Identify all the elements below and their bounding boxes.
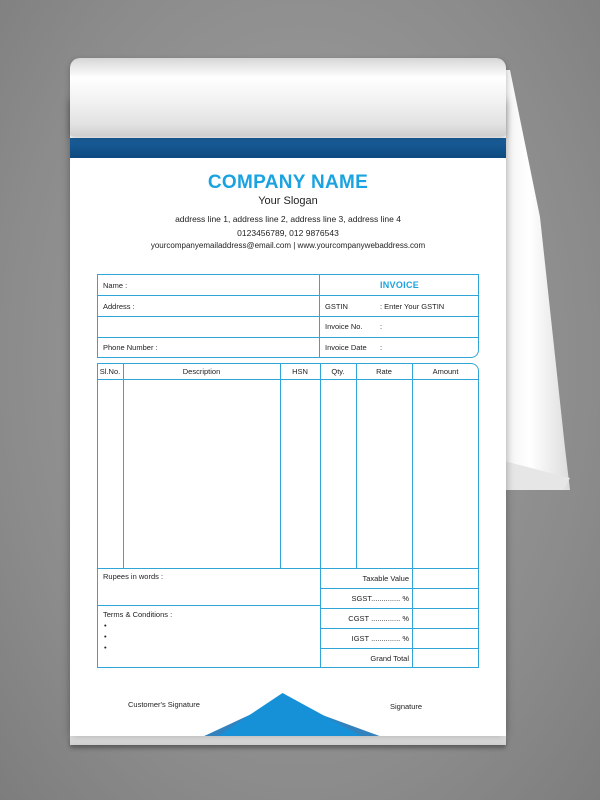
signature-label: Signature <box>390 702 423 711</box>
header-bar <box>70 138 506 158</box>
header-description: Description <box>182 367 221 376</box>
invoice-date-colon: : <box>380 343 383 352</box>
totals-top-line <box>97 568 479 569</box>
gstin-value: : Enter Your GSTIN <box>380 302 445 311</box>
header-amount: Amount <box>432 367 459 376</box>
terms-label: Terms & Conditions : <box>103 610 173 619</box>
page-stack-edge <box>70 735 506 745</box>
info-row-line <box>97 337 479 338</box>
col-divider <box>356 363 357 568</box>
sgst-label: SGST.............. % <box>351 594 409 603</box>
info-row-line <box>97 316 479 317</box>
totals-line <box>320 648 479 649</box>
cgst-label: CGST .............. % <box>348 614 409 623</box>
totals-line <box>320 608 479 609</box>
totals-line <box>320 628 479 629</box>
taxable-value-label: Taxable Value <box>362 574 409 583</box>
company-web: yourcompanyemailaddress@email.com | www.yourcompanywebaddress.com <box>150 241 426 250</box>
invoice-page <box>70 100 506 736</box>
gstin-label: GSTIN <box>325 302 348 311</box>
terms-bullet: • <box>104 643 107 652</box>
terms-bullet: • <box>104 621 107 630</box>
customer-signature-label: Customer's Signature <box>128 700 200 709</box>
invoice-no-colon: : <box>380 322 383 331</box>
col-divider <box>123 363 124 568</box>
phone-label: Phone Number : <box>103 343 158 352</box>
terms-bullet: • <box>104 632 107 641</box>
invoice-date-label: Invoice Date <box>325 343 367 352</box>
col-divider <box>280 363 281 568</box>
col-divider <box>412 363 413 668</box>
items-table <box>97 363 479 668</box>
company-address: address line 1, address line 2, address line 3, address line 4 <box>175 214 401 224</box>
invoice-title: INVOICE <box>379 280 420 290</box>
header-slno: Sl.No. <box>99 367 121 376</box>
table-header-line <box>97 379 479 380</box>
invoice-no-label: Invoice No. <box>325 322 363 331</box>
name-label: Name : <box>103 281 128 290</box>
footer-triangle <box>215 693 365 736</box>
company-phone: 0123456789, 012 9876543 <box>237 228 339 238</box>
grand-total-label: Grand Total <box>370 654 409 663</box>
igst-label: IGST .............. % <box>351 634 409 643</box>
header-qty: Qty. <box>331 367 345 376</box>
pad-binding-roll <box>70 58 506 136</box>
info-row-line <box>97 295 479 296</box>
company-name: COMPANY NAME <box>207 172 369 193</box>
rupees-in-words-label: Rupees in words : <box>103 572 164 581</box>
header-hsn: HSN <box>292 367 308 376</box>
totals-line <box>320 588 479 589</box>
totals-line <box>97 605 320 606</box>
address-label: Address : <box>103 302 135 311</box>
company-slogan: Your Slogan <box>258 195 318 207</box>
header-rate: Rate <box>376 367 392 376</box>
